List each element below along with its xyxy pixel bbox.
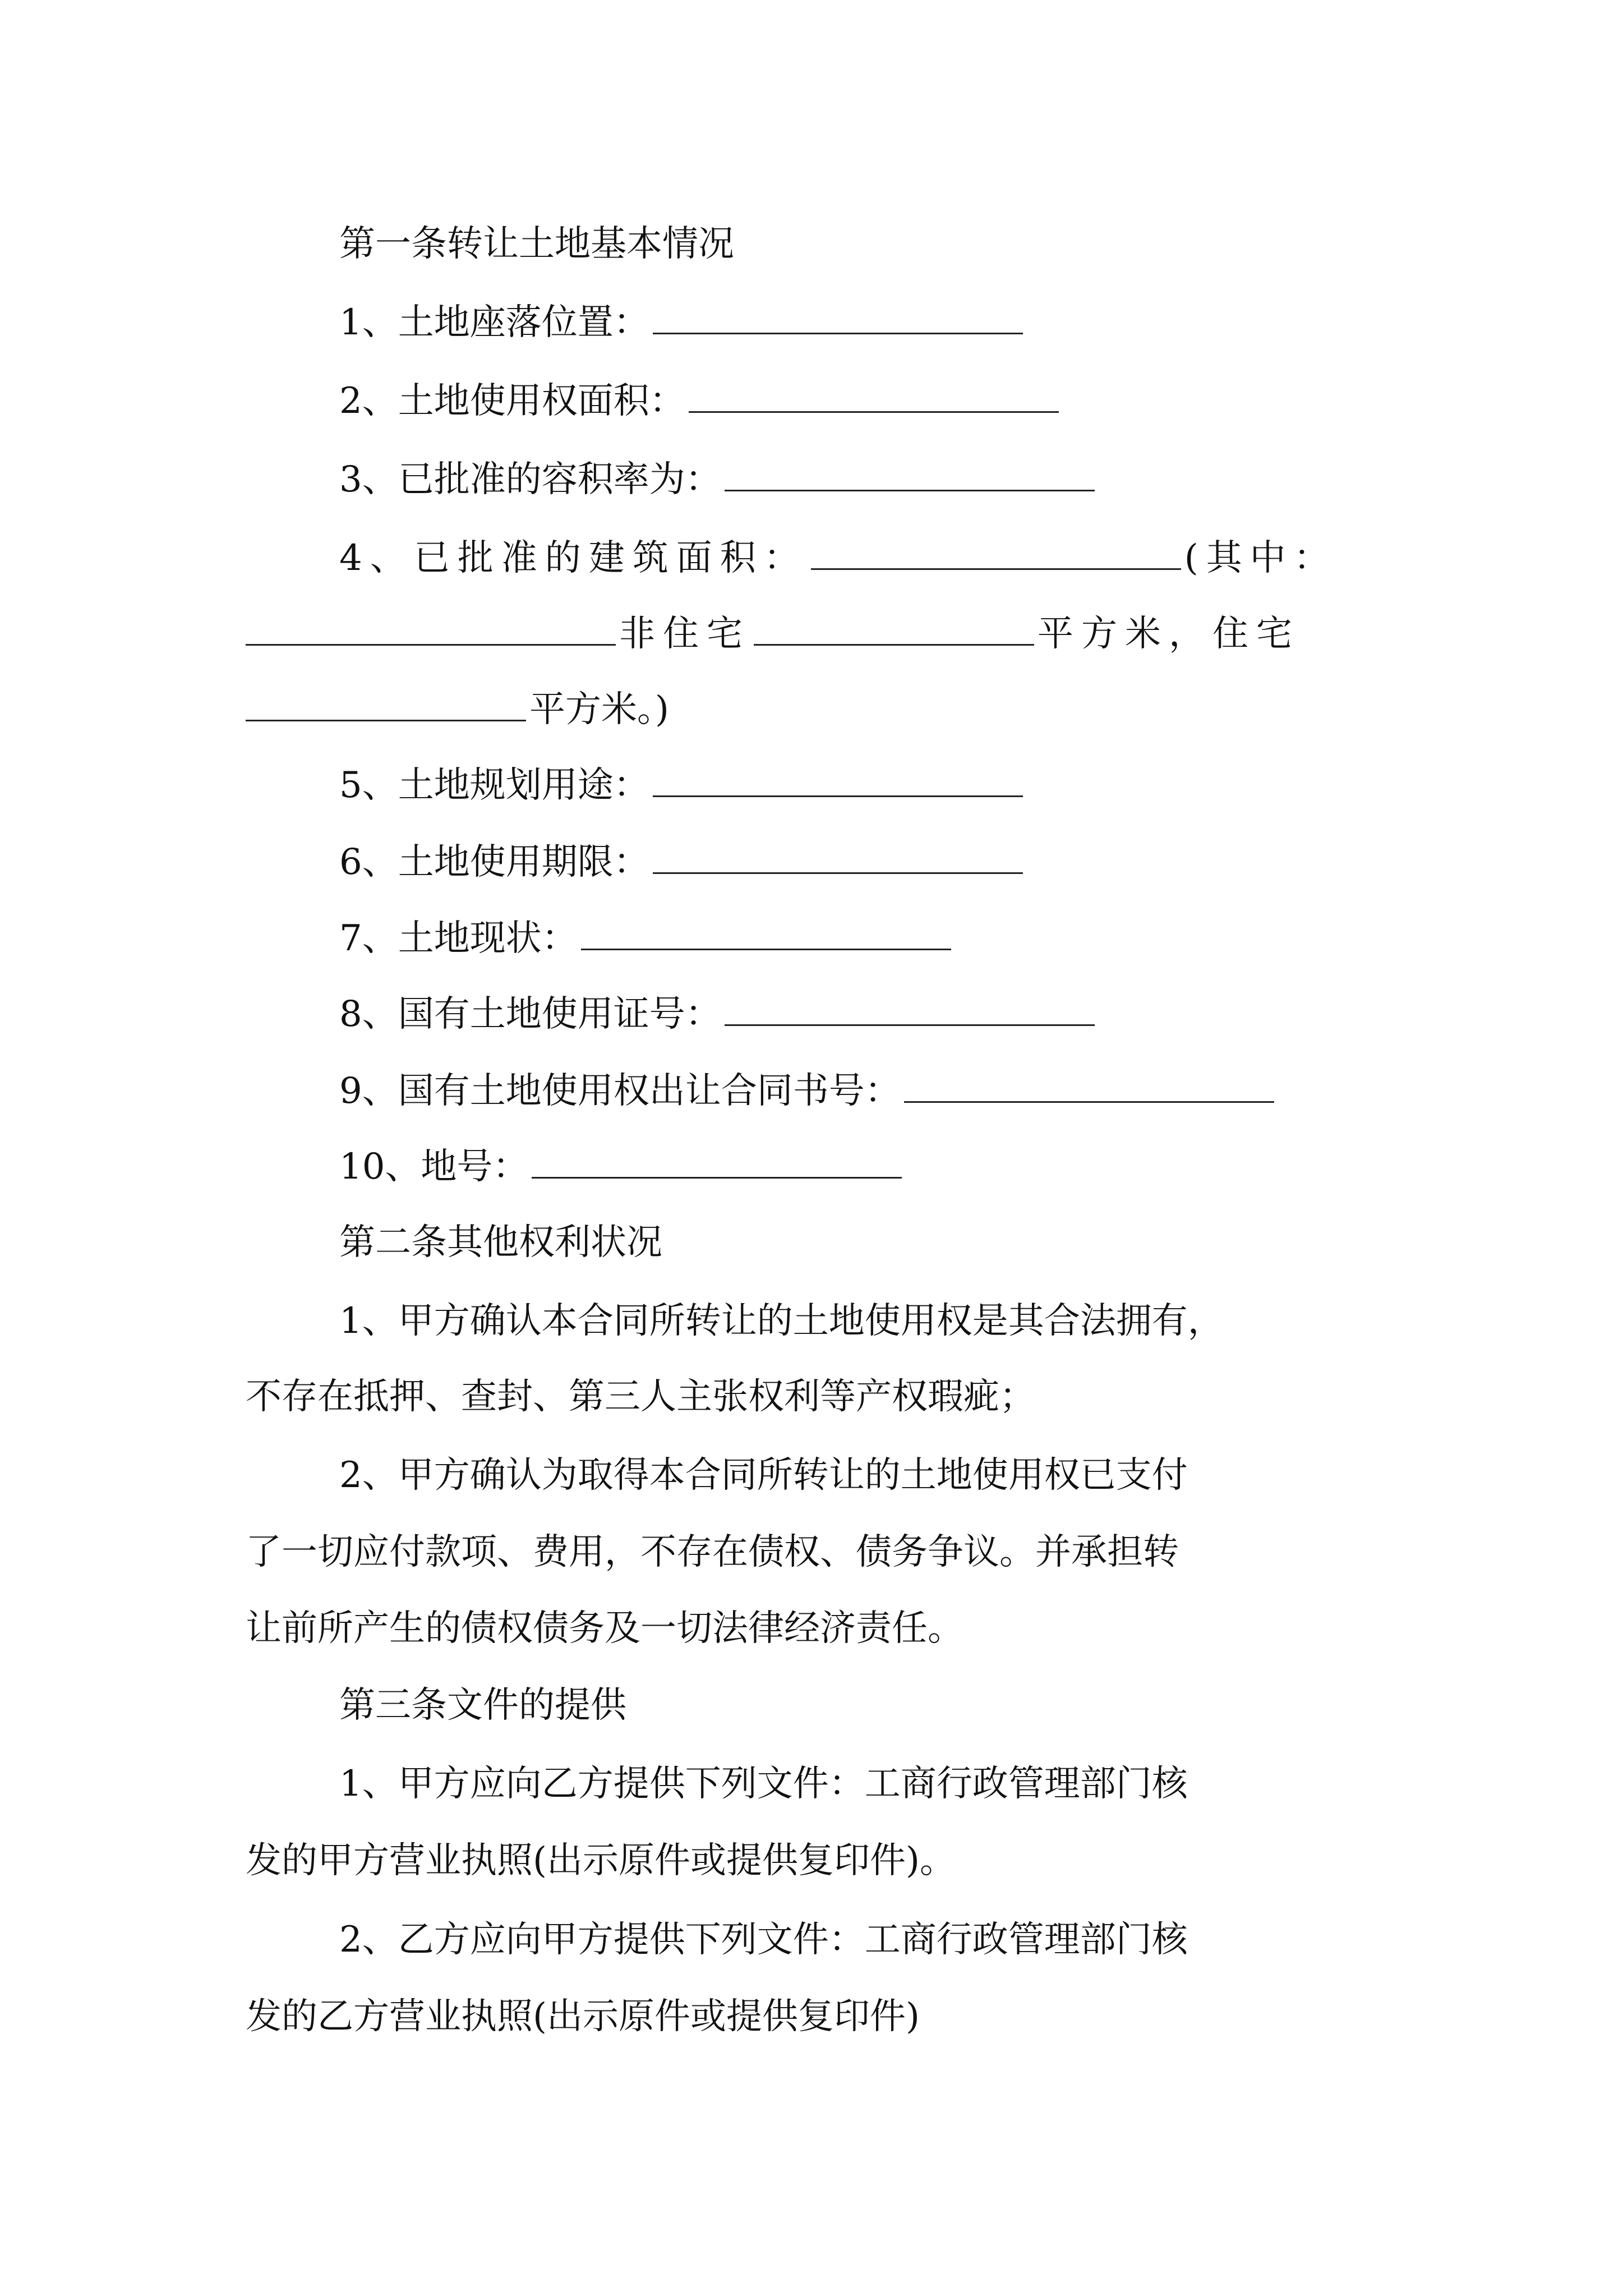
land-area-blank[interactable]: [689, 379, 1059, 413]
planned-use-blank[interactable]: [653, 763, 1023, 797]
section3-heading: 第三条文件的提供: [339, 1685, 626, 1726]
item-land-area: 2、土地使用权面积：: [0, 379, 1623, 424]
res-prefix-blank[interactable]: [754, 611, 1034, 646]
item-land-location: 1、土地座落位置：: [0, 300, 1623, 345]
item-building-area-split: 非住宅 平方米，住宅: [0, 611, 1623, 656]
cert-no-blank[interactable]: [725, 992, 1095, 1026]
section3-p2-line2: 发的乙方营业执照(出示原件或提供复印件): [246, 1996, 920, 2037]
item-building-area: 4、已批准的建筑面积： (其中：: [0, 536, 1623, 581]
item-contract-no: 9、国有土地使用权出让合同书号：: [0, 1069, 1623, 1114]
section2-p2-line3: 让前所产生的债权债务及一切法律经济责任。: [246, 1608, 963, 1649]
section2-heading: 第二条其他权利状况: [339, 1222, 662, 1263]
section2-p1-line1: 1、甲方确认本合同所转让的土地使用权是其合法拥有，: [339, 1300, 1224, 1342]
plot-ratio-blank[interactable]: [725, 457, 1095, 491]
section2-p1-line2: 不存在抵押、查封、第三人主张权利等产权瑕疵；: [246, 1376, 1035, 1418]
building-area-blank[interactable]: [811, 536, 1181, 570]
section1-heading: 第一条转让土地基本情况: [339, 223, 734, 265]
item-cert-no: 8、国有土地使用证号：: [0, 992, 1623, 1037]
item-plot-ratio: 3、已批准的容积率为：: [0, 457, 1623, 502]
item-term: 6、土地使用期限：: [0, 840, 1623, 885]
section3-p1-line2: 发的甲方营业执照(出示原件或提供复印件)。: [246, 1840, 956, 1881]
item-status: 7、土地现状：: [0, 916, 1623, 961]
item-planned-use: 5、土地规划用途：: [0, 763, 1623, 808]
land-location-blank[interactable]: [653, 300, 1023, 334]
nonres-area-blank[interactable]: [246, 611, 616, 646]
section2-p2-line2: 了一切应付款项、费用，不存在债权、债务争议。并承担转: [246, 1531, 1179, 1573]
section3-p2-line1: 2、乙方应向甲方提供下列文件：工商行政管理部门核: [339, 1919, 1188, 1961]
section2-p2-line1: 2、甲方确认为取得本合同所转让的土地使用权已支付: [339, 1455, 1188, 1496]
section3-p1-line1: 1、甲方应向乙方提供下列文件：工商行政管理部门核: [339, 1763, 1188, 1805]
contract-no-blank[interactable]: [904, 1069, 1274, 1103]
term-blank[interactable]: [653, 840, 1023, 874]
item-lot-no: 10、地号：: [0, 1144, 1623, 1189]
res-area-blank[interactable]: [246, 687, 526, 721]
item-building-area-end: 平方米。): [0, 687, 1623, 732]
status-blank[interactable]: [581, 916, 951, 950]
lot-no-blank[interactable]: [532, 1144, 902, 1179]
